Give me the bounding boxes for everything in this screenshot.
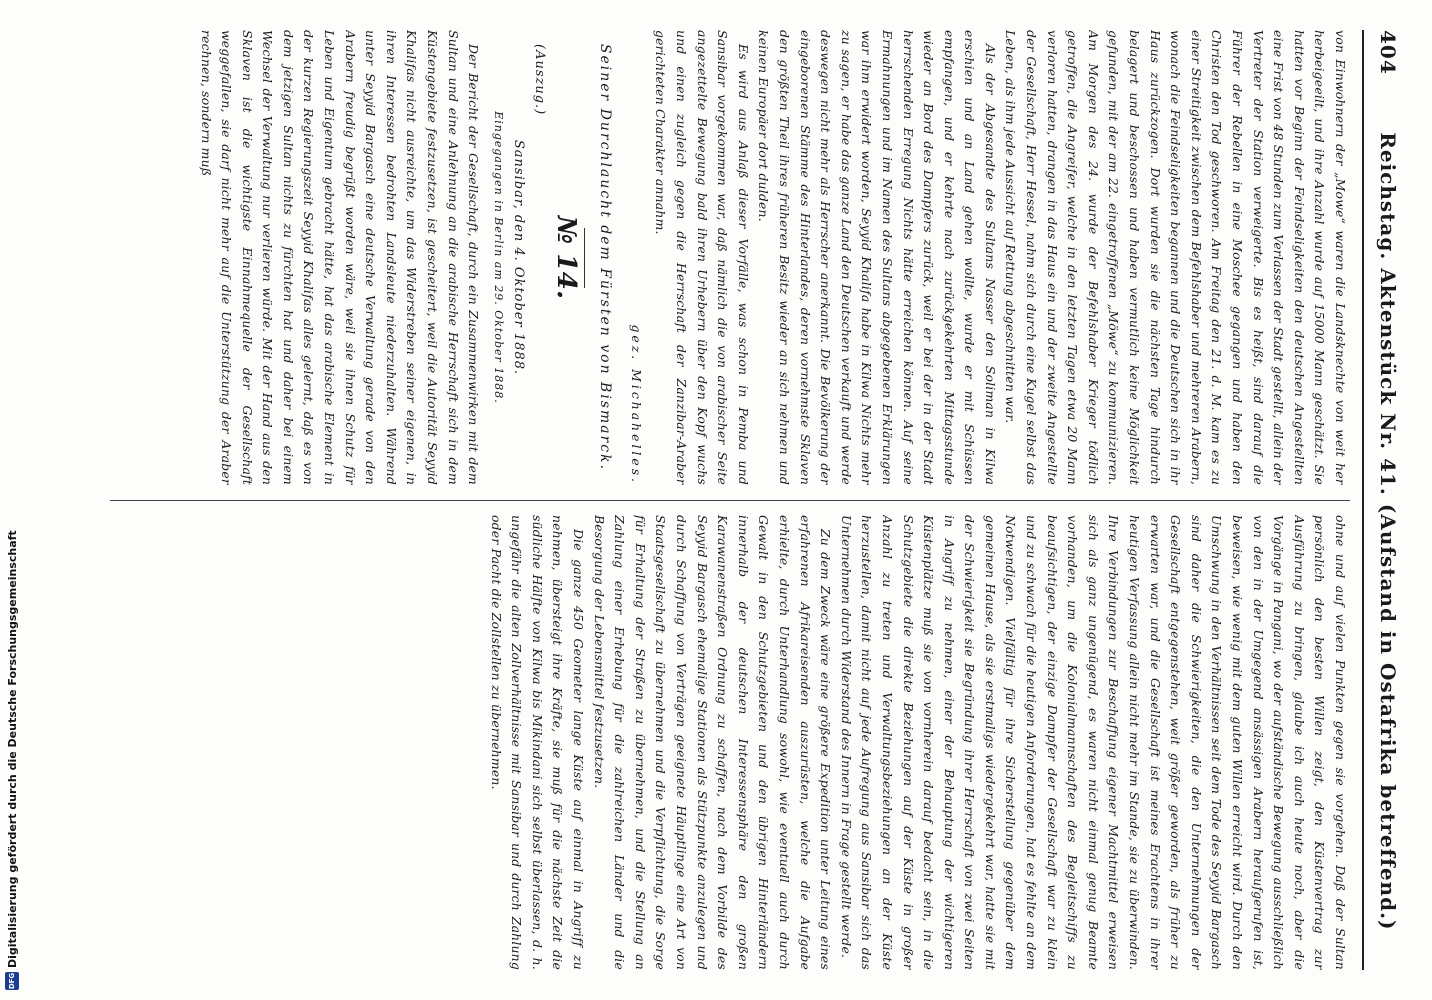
running-head: Reichstag. Aktenstück Nr. 41. (Aufstand in Ostafrika betreffend.) [1376, 132, 1400, 931]
document-number: № 14. [550, 215, 581, 300]
section-divider [584, 228, 585, 288]
right-column [110, 515, 1350, 970]
paragraph: von Einwohnern der „Mowe“ waren die Landsknechte von weit her herbeigeeilt, und ihre Anzahl wurde auf 15000 Mann geschätzt. Sie hatten vor Beginn der Feindseligkeiten den deutschen Angestellten eine Frist von 48 Stunden zum Verlassen der Stadt gestellt, allein der Vertreter der Station verweigerte. Bis es heißt, sind darauf die Führer der Rebellen in eine Moschee gegangen und haben den Christen den Tod geschworen. Am Freitag den 21. d. M. kam es zu einer Streitigkeit zwischen dem Befehlshaber und mehreren Arabern, wonach die Feindseligkeiten begannen und die Deutschen sich in ihr Haus zurückzogen. Dort wurden sie die nächsten Tage hindurch belagert und beschossen und haben vermutlich keine Möglichkeit gefunden, mit der am 22. eingetroffenen „Möwe“ zu kommunizieren. Am Morgen des 24. wurde der Befehlshaber Krieger tödlich getroffen, die Angreifer, welche in den letzten Tagen etwa 20 Mann verloren hatten, drangen in das Haus ein und der zweite Angestellte der Gesellschaft, Herr Hessel, nahm sich durch eine Kugel selbst das Leben, als ihm jede Aussicht auf Rettung abgeschnitten war. [1003, 30, 1348, 485]
dedication: Seiner Durchlaucht dem Fürsten von Bismarck. [597, 43, 614, 472]
paragraph: Zu dem Zweck wäre eine größere Expedition unter Leitung eines erfahrenen Afrikareisenden auszurüsten, welche die Aufgabe erhielte, durch Unterhandlung sowohl, wie eventuell auch durch Gewalt in den Schutzgebieten und den übrigen Hinterländern innerhalb der deutschen Interessensphäre den großen Karawanenstraßen Ordnung zu schaffen, nach dem Vorbilde des Seyyid Bargasch ehemalige Stationen als Stützpunkte anzulegen und durch Schaffung von Verträgen geeignete Häuptlinge eine Art von Staatsgesellschaft zu übernehmen und die Verpflichtung, die Sorge für Erhaltung der Straßen zu übernehmen, und die Stellung an Zahlung einer Erhebung für die zahlreichen Länder und die Besorgung der Lebensmittel festzusetzen. [591, 515, 834, 970]
received-note: Eingegangen in Berlin am 29. Oktober 1888. [491, 111, 505, 404]
auszug-label: (Auszug.) [532, 44, 548, 116]
digitization-note: Digitalisierung gefördert durch die Deutsche Forschungsgemeinschaft [5, 530, 19, 968]
paragraph: Es wird aus Anlaß dieser Vorfälle, was schon in Pemba und Sansibar vorgekommen war, daß nämlich die von arabischer Seite angezettelte Bewegung bald ihren Urhebern über den Kopf wuchs und einen zugleich gegen die Herrschaft der Zanzibar-Araber gerichteten Charakter annahm. [653, 30, 751, 485]
page-header [1360, 30, 1400, 970]
paragraph: Der Bericht der Gesellschaft, durch ein Zusammenwirken mit dem Sultan und eine Anlehnung an die arabische Herrschaft sich in dem Küstengebiete festzusetzen, ist gescheitert, weil die Autorität Seyyid Khalifas nicht ausreichte, um das Widerstreben seiner eigenen, in ihren Interessen bedrohten Landsleute niederzuhalten. Während unter Seyyid Bargasch eine deutsche Verwaltung gerade von den Arabern freudig begrüßt worden wäre, weil sie ihnen Schutz für Leben und Eigentum gebracht hätte, hat das arabische Element in der kurzen Regierungszeit Seyyid Khalifas alles gelernt, daß es von dem jetzigen Sultan nichts zu fürchten hat und daher bei einem Wechsel der Verwaltung nur verlieren würde. Mit der Hand aus den Sklaven ist die wichtigste Einnahmequelle der Gesellschaft weggefallen, sie darf nicht mehr auf die Unterstützung der Araber rechnen, sondern muß [198, 30, 482, 485]
paragraph: ohne und auf vielen Punkten gegen sie vorgehen. Daß der Sultan persönlich den besten Willen zeigt, den Küstenvertrag zur Ausführung zu bringen, glaube ich auch heute noch, aber die Vorgänge in Pangani, wo der aufständische Bewegung ausschließlich von den in der Umgegend ansässigen Arabern heraufgerufen ist, beweisen, wie wenig mit dem guten Willen erreicht wird. Durch den Umschwung in den Verhältnissen seit dem Tode des Seyyid Bargasch sind daher die Schwierigkeiten, die den Unternehmungen der Gesellschaft entgegenstehen, weit größer geworden, als früher zu erwarten war, und die Gesellschaft ist meines Erachtens in ihrer heutigen Verfassung allein nicht mehr im Stande, sie zu überwinden. Ihre Verbindungen zur Beschaffung eigener Machtmittel erweisen sich als ganz ungenügend, es waren nicht einmal genug Beamte vorhanden, um die Kolonialmannschaften des Begleitschiffs zu beaufsichtigen, der einzige Dampfer der Gesellschaft war zu klein und zu schwach für die heutigen Anforderungen, hat es fehlte an dem Notwendigen. Vielfältig für ihre Sicherstellung gegenüber dem gemeinen Hause, als sie erstmaligs wiedergekehrt war, hatte sie mit der Schwierigkeit sie Begründung ihrer Herrschaft von zwei Seiten in Angriff zu nehmen, einer der Behauptung der wichtigeren Küstenplätze muß sie von vornherein darauf bedacht sein, in die Schutzgebiete die direkte Beziehungen auf der Küste in großer Anzahl zu treten und Verwaltungsbeziehungen an der Küste herzustellen, damit nicht auf jede Aufregung aus Sansibar sich das Unternehmen durch Widerstand des Innern in Frage gestellt werde. [838, 515, 1348, 970]
header-rule [1362, 30, 1364, 970]
page-number: 404 [1376, 30, 1400, 75]
column-separator [110, 500, 1350, 501]
digitization-sidebar [2, 0, 22, 1000]
signature: gez. Michahelles. [628, 324, 644, 485]
digitization-strip [2, 0, 22, 990]
rotated-page-content [110, 30, 1400, 970]
dateline: Sansibar, den 4. Oktober 1888. [511, 139, 527, 376]
paragraph: Als der Abgesandte des Sultans Nasser den Soliman in Kilwa erschien und an Land gehen wollte, wurde er mit Schüssen empfangen, und er kehrte nach zurückgekehrten Mittagsstunde wieder an Bord des Dampfers zurück, weil er bei der in der Stadt herrschenden Erregung Nichts hätte erreichen können. Auf seine Ermahnungen und im Namen des Sultans abgegebenen Erklärungen war ihm erwidert worden, Seyyid Khalifa habe in Kilwa Nichts mehr zu sagen, er habe das ganze Land den Deutschen verkauft und werde deswegen nicht mehr als Herrscher anerkannt. Die Bevölkerung der eingeborenen Stämme des Hinterlandes, deren vornehmste Sklaven den größten Theil ihres früheren Besitz wieder an sich nehmen und keinen Europäer dort dulden. [756, 30, 998, 485]
paragraph: Die ganze 450 Geometer lange Küste auf einmal in Angriff zu nehmen, übersteigt ihre Kräfte, sie muß für die nächste Zeit die südliche Hälfte von Kilwa bis Mikindani sich selbst überlassen, d. h. ungefähr die alten Zollverhältnisse mit Sansibar und durch Zahlung oder Pacht die Zollstellen zu übernehmen. [488, 515, 587, 970]
left-column [110, 30, 1350, 485]
dfg-logo-icon: DFG [5, 972, 19, 990]
